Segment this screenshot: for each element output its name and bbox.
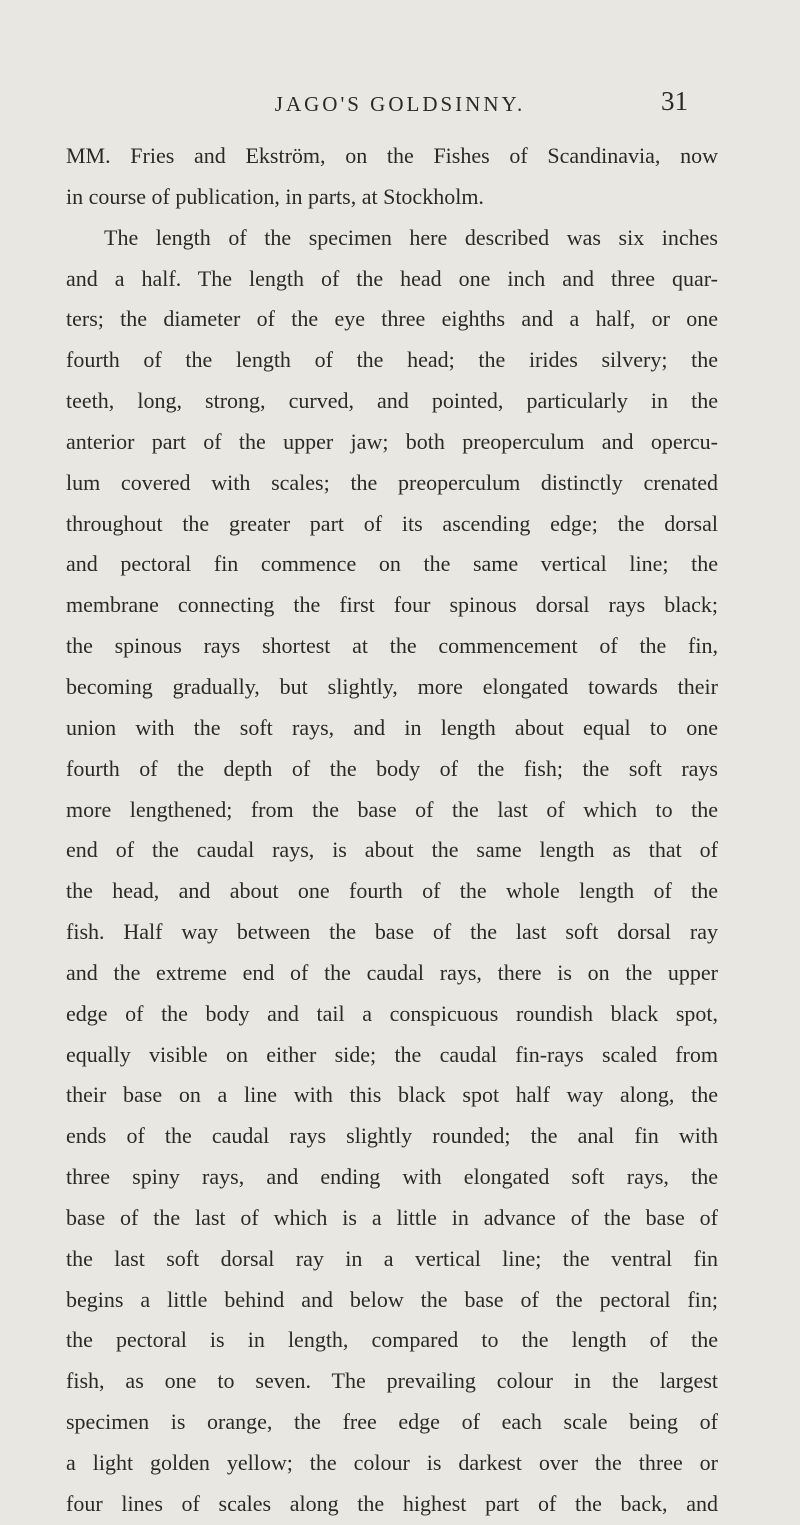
text-line: ters; the diameter of the eye three eighths and a half, or one: [66, 306, 718, 332]
text-line: a light golden yellow; the colour is darkest over the three or: [66, 1450, 718, 1475]
text-line: throughout the greater part of its ascending edge; the dorsal: [66, 510, 718, 536]
text-line: end of the caudal rays, is about the same length as that of: [66, 837, 718, 863]
text-line: MM. Fries and Ekström, on the Fishes of Scandinavia, now: [66, 143, 718, 168]
text-line: edge of the body and tail a conspicuous roundish black spot,: [66, 1000, 718, 1026]
text-line: fish, as one to seven. The prevailing colour in the largest: [66, 1368, 718, 1394]
text-line: fish. Half way between the base of the last soft dorsal ray: [66, 919, 718, 945]
text-line: The length of the specimen here described was six inches: [104, 224, 718, 250]
text-line: fourth of the length of the head; the irides silvery; the: [66, 347, 718, 373]
text-line: union with the soft rays, and in length about equal to one: [66, 714, 718, 740]
text-line: and the extreme end of the caudal rays, there is on the upper: [66, 959, 718, 985]
text-line: four lines of scales along the highest part of the back, and: [66, 1490, 718, 1516]
text-line: specimen is orange, the free edge of each scale being of: [66, 1409, 718, 1435]
text-line: teeth, long, strong, curved, and pointed, particularly in the: [66, 388, 718, 414]
text-line: the head, and about one fourth of the whole length of the: [66, 878, 718, 904]
text-line: fourth of the depth of the body of the fish; the soft rays: [66, 755, 718, 781]
text-line: equally visible on either side; the caudal fin-rays scaled from: [66, 1041, 718, 1067]
text-line: and pectoral fin commence on the same vertical line; the: [66, 551, 718, 577]
text-line: the pectoral is in length, compared to the length of the: [66, 1327, 718, 1353]
text-line: their base on a line with this black spot half way along, the: [66, 1082, 718, 1108]
text-line: ends of the caudal rays slightly rounded; the anal fin with: [66, 1123, 718, 1149]
text-line: in course of publication, in parts, at Stockholm.: [66, 183, 484, 209]
text-line: the spinous rays shortest at the commencement of the fin,: [66, 633, 718, 659]
text-line: becoming gradually, but slightly, more elongated towards their: [66, 673, 718, 699]
text-line: begins a little behind and below the base of the pectoral fin;: [66, 1286, 718, 1312]
running-head: [0, 86, 800, 122]
running-title: JAGO'S GOLDSINNY.: [274, 92, 526, 116]
page-number: 31: [661, 86, 688, 116]
text-line: and a half. The length of the head one inch and three quar-: [66, 265, 718, 291]
body-text: [66, 136, 718, 1525]
text-line: membrane connecting the first four spinous dorsal rays black;: [66, 592, 718, 618]
text-line: more lengthened; from the base of the last of which to the: [66, 796, 718, 822]
text-line: the last soft dorsal ray in a vertical line; the ventral fin: [66, 1245, 718, 1271]
text-line: lum covered with scales; the preoperculum distinctly crenated: [66, 469, 718, 495]
text-line: anterior part of the upper jaw; both preoperculum and opercu-: [66, 428, 718, 454]
text-line: three spiny rays, and ending with elongated soft rays, the: [66, 1164, 718, 1190]
text-line: base of the last of which is a little in advance of the base of: [66, 1204, 718, 1230]
